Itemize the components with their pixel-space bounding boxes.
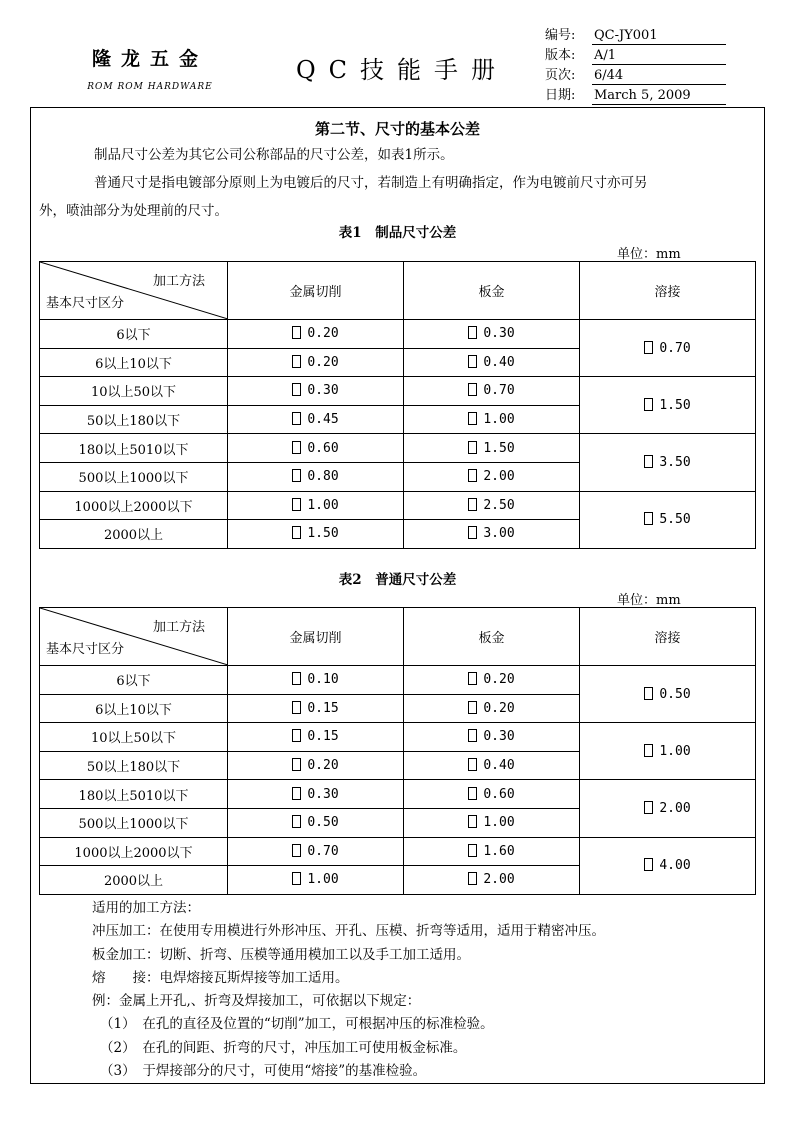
welding-tolerance-cell (580, 837, 756, 894)
tolerance-value: 2.00 (659, 800, 691, 816)
column-header-welding: 溶接 (580, 608, 756, 666)
meta-label: 日期: (545, 88, 576, 103)
sheet-metal-tolerance-cell (404, 751, 580, 780)
meta-page (545, 68, 624, 84)
size-range-cell: 6以下 (40, 320, 228, 349)
sheet-metal-tolerance-cell (404, 723, 580, 752)
cutting-tolerance-cell (228, 751, 404, 780)
welding-tolerance-cell (580, 666, 756, 723)
tolerance-value: 0.30 (307, 383, 339, 399)
tolerance-value: 1.00 (307, 497, 339, 513)
note-line: 适用的加工方法： (92, 900, 200, 916)
sheet-metal-tolerance-cell (404, 808, 580, 837)
tolerance-symbol-icon (292, 815, 301, 828)
tolerance-symbol-icon (292, 729, 301, 742)
tolerance-symbol-icon (468, 787, 477, 800)
note-line: （2） 在孔的间距、折弯的尺寸，冲压加工可使用板金标准。 (100, 1039, 467, 1056)
size-range-cell: 10以上50以下 (40, 723, 228, 752)
welding-tolerance-cell (580, 491, 756, 548)
tolerance-value: 1.60 (483, 843, 515, 859)
cutting-tolerance-cell (228, 694, 404, 723)
note-line: 例：金属上开孔,、折弯及焊接加工，可依据以下规定： (92, 993, 421, 1010)
size-range-cell: 6以上10以下 (40, 348, 228, 377)
tolerance-symbol-icon (292, 441, 301, 454)
tolerance-value: 2.50 (483, 497, 515, 513)
tolerance-value: 0.70 (659, 340, 691, 356)
cutting-tolerance-cell (228, 348, 404, 377)
tolerance-value: 0.15 (307, 729, 339, 745)
tolerance-value: 1.50 (659, 397, 691, 413)
tolerance-value: 3.00 (483, 526, 515, 542)
sheet-metal-tolerance-cell (404, 320, 580, 349)
tolerance-symbol-icon (644, 398, 653, 411)
tolerance-value: 0.80 (307, 469, 339, 485)
tolerance-value: 4.00 (659, 858, 691, 874)
table-1-unit: 单位：mm (617, 247, 681, 262)
tolerance-table-1 (39, 261, 756, 549)
tolerance-value: 1.50 (483, 440, 515, 456)
tolerance-value: 0.40 (483, 758, 515, 774)
sheet-metal-tolerance-cell (404, 348, 580, 377)
table-row (40, 723, 756, 752)
cutting-tolerance-cell (228, 320, 404, 349)
tolerance-symbol-icon (468, 355, 477, 368)
tolerance-symbol-icon (292, 469, 301, 482)
tolerance-value: 0.20 (483, 700, 515, 716)
size-range-cell: 6以下 (40, 666, 228, 695)
column-header-welding: 溶接 (580, 262, 756, 320)
sheet-metal-tolerance-cell (404, 491, 580, 520)
size-range-cell: 500以上1000以下 (40, 462, 228, 491)
size-range-cell: 1000以上2000以下 (40, 837, 228, 866)
sheet-metal-tolerance-cell (404, 780, 580, 809)
size-range-cell: 2000以上 (40, 866, 228, 895)
meta-label: 编号: (545, 28, 576, 43)
diagonal-header-cell (40, 608, 228, 666)
tolerance-symbol-icon (644, 455, 653, 468)
welding-tolerance-cell (580, 780, 756, 837)
intro-paragraph-1: 制品尺寸公差为其它公司公称部品的尺寸公差，如表1所示。 (94, 147, 454, 163)
tolerance-value: 1.00 (659, 743, 691, 759)
table-row (40, 377, 756, 406)
column-header-sheet-metal: 板金 (404, 608, 580, 666)
meta-version (545, 48, 617, 64)
tolerance-symbol-icon (468, 729, 477, 742)
tolerance-value: 0.60 (483, 786, 515, 802)
cutting-tolerance-cell (228, 666, 404, 695)
tolerance-symbol-icon (292, 672, 301, 685)
table-2-unit: 单位：mm (617, 593, 681, 608)
tolerance-value: 0.70 (307, 843, 339, 859)
tolerance-symbol-icon (292, 844, 301, 857)
size-range-cell: 180以上5010以下 (40, 434, 228, 463)
tolerance-symbol-icon (292, 758, 301, 771)
tolerance-value: 1.00 (307, 872, 339, 888)
cutting-tolerance-cell (228, 520, 404, 549)
tolerance-value: 0.50 (659, 686, 691, 702)
size-range-cell: 2000以上 (40, 520, 228, 549)
table-row (40, 666, 756, 695)
corner-size-label: 基本尺寸区分 (46, 642, 125, 657)
table-row (40, 434, 756, 463)
note-line: 板金加工：切断、折弯、压模等通用模加工以及手工加工适用。 (92, 946, 470, 963)
tolerance-symbol-icon (644, 858, 653, 871)
tolerance-symbol-icon (644, 341, 653, 354)
sheet-metal-tolerance-cell (404, 405, 580, 434)
tolerance-symbol-icon (292, 326, 301, 339)
tolerance-symbol-icon (292, 412, 301, 425)
corner-method-label: 加工方法 (152, 274, 205, 289)
tolerance-symbol-icon (644, 687, 653, 700)
table-row (40, 837, 756, 866)
tolerance-symbol-icon (468, 326, 477, 339)
column-header-sheet-metal: 板金 (404, 262, 580, 320)
meta-value: A/1 (592, 48, 726, 65)
diagonal-header-cell (40, 262, 228, 320)
cutting-tolerance-cell (228, 837, 404, 866)
intro-paragraph-2-line-2: 外，喷油部分为处理前的尺寸。 (39, 203, 228, 219)
tolerance-value: 0.30 (307, 786, 339, 802)
tolerance-value: 0.40 (483, 354, 515, 370)
tolerance-value: 0.60 (307, 440, 339, 456)
size-range-cell: 180以上5010以下 (40, 780, 228, 809)
tolerance-value: 2.00 (483, 469, 515, 485)
sheet-metal-tolerance-cell (404, 520, 580, 549)
tolerance-value: 1.50 (307, 526, 339, 542)
tolerance-symbol-icon (292, 701, 301, 714)
meta-serial (545, 28, 658, 44)
tolerance-symbol-icon (292, 383, 301, 396)
welding-tolerance-cell (580, 723, 756, 780)
tolerance-symbol-icon (468, 872, 477, 885)
corner-method-label: 加工方法 (152, 620, 205, 635)
manual-title: QC技能手册 (296, 56, 509, 84)
table-1-caption: 表1 制品尺寸公差 (338, 225, 457, 241)
meta-value: QC-JY001 (592, 28, 726, 45)
sheet-metal-tolerance-cell (404, 866, 580, 895)
tolerance-symbol-icon (468, 526, 477, 539)
note-line: 冲压加工：在使用专用模进行外形冲压、开孔、压模、折弯等适用，适用于精密冲压。 (92, 923, 605, 940)
size-range-cell: 1000以上2000以下 (40, 491, 228, 520)
table-2-caption: 表2 普通尺寸公差 (338, 572, 457, 588)
tolerance-symbol-icon (468, 412, 477, 425)
size-range-cell: 6以上10以下 (40, 694, 228, 723)
note-line: （1） 在孔的直径及位置的“切削”加工，可根据冲压的标准检验。 (100, 1016, 494, 1033)
cutting-tolerance-cell (228, 462, 404, 491)
tolerance-value: 0.30 (483, 729, 515, 745)
note-line: （3） 于焊接部分的尺寸，可使用“熔接”的基准检验。 (100, 1063, 427, 1080)
meta-value: March 5, 2009 (592, 88, 726, 105)
meta-label: 页次: (545, 68, 576, 83)
welding-tolerance-cell (580, 434, 756, 491)
tolerance-symbol-icon (468, 701, 477, 714)
tolerance-value: 0.20 (307, 326, 339, 342)
tolerance-symbol-icon (292, 787, 301, 800)
tolerance-value: 0.50 (307, 815, 339, 831)
cutting-tolerance-cell (228, 434, 404, 463)
size-range-cell: 50以上180以下 (40, 405, 228, 434)
welding-tolerance-cell (580, 320, 756, 377)
tolerance-value: 5.50 (659, 512, 691, 528)
tolerance-value: 0.20 (483, 672, 515, 688)
corner-size-label: 基本尺寸区分 (46, 296, 125, 311)
tolerance-symbol-icon (468, 758, 477, 771)
tolerance-symbol-icon (292, 498, 301, 511)
tolerance-symbol-icon (644, 801, 653, 814)
tolerance-symbol-icon (292, 355, 301, 368)
tolerance-value: 1.00 (483, 412, 515, 428)
tolerance-symbol-icon (468, 672, 477, 685)
cutting-tolerance-cell (228, 491, 404, 520)
intro-paragraph-2-line-1: 普通尺寸是指电镀部分原则上为电镀后的尺寸，若制造上有明确指定，作为电镀前尺寸亦可另 (94, 175, 648, 191)
tolerance-symbol-icon (292, 526, 301, 539)
cutting-tolerance-cell (228, 780, 404, 809)
cutting-tolerance-cell (228, 723, 404, 752)
sheet-metal-tolerance-cell (404, 694, 580, 723)
tolerance-value: 1.00 (483, 815, 515, 831)
tolerance-symbol-icon (468, 383, 477, 396)
table-row (40, 320, 756, 349)
tolerance-symbol-icon (644, 744, 653, 757)
meta-value: 6/44 (592, 68, 726, 85)
meta-date (545, 88, 691, 104)
sheet-metal-tolerance-cell (404, 837, 580, 866)
tolerance-value: 2.00 (483, 872, 515, 888)
section-title: 第二节、尺寸的基本公差 (314, 120, 480, 138)
company-english-name: ROM ROM HARDWARE (87, 82, 213, 92)
tolerance-symbol-icon (644, 512, 653, 525)
size-range-cell: 10以上50以下 (40, 377, 228, 406)
tolerance-value: 0.15 (307, 700, 339, 716)
sheet-metal-tolerance-cell (404, 377, 580, 406)
sheet-metal-tolerance-cell (404, 666, 580, 695)
note-line: 熔 接：电焊熔接瓦斯焊接等加工适用。 (92, 969, 349, 986)
tolerance-value: 0.70 (483, 383, 515, 399)
size-range-cell: 50以上180以下 (40, 751, 228, 780)
sheet-metal-tolerance-cell (404, 434, 580, 463)
tolerance-table-2 (39, 607, 756, 895)
cutting-tolerance-cell (228, 866, 404, 895)
tolerance-value: 3.50 (659, 454, 691, 470)
tolerance-value: 0.30 (483, 326, 515, 342)
tolerance-symbol-icon (468, 469, 477, 482)
cutting-tolerance-cell (228, 377, 404, 406)
sheet-metal-tolerance-cell (404, 462, 580, 491)
tolerance-symbol-icon (468, 498, 477, 511)
tolerance-value: 0.20 (307, 354, 339, 370)
cutting-tolerance-cell (228, 405, 404, 434)
meta-label: 版本: (545, 48, 576, 63)
tolerance-value: 0.45 (307, 412, 339, 428)
tolerance-symbol-icon (468, 815, 477, 828)
company-name: 隆龙五金 (91, 48, 208, 70)
table-row (40, 780, 756, 809)
notes-block (92, 897, 605, 1083)
tolerance-value: 0.20 (307, 758, 339, 774)
table-row (40, 491, 756, 520)
tolerance-symbol-icon (292, 872, 301, 885)
welding-tolerance-cell (580, 377, 756, 434)
cutting-tolerance-cell (228, 808, 404, 837)
column-header-cutting: 金属切削 (228, 608, 404, 666)
tolerance-symbol-icon (468, 844, 477, 857)
tolerance-symbol-icon (468, 441, 477, 454)
tolerance-value: 0.10 (307, 672, 339, 688)
column-header-cutting: 金属切削 (228, 262, 404, 320)
size-range-cell: 500以上1000以下 (40, 808, 228, 837)
